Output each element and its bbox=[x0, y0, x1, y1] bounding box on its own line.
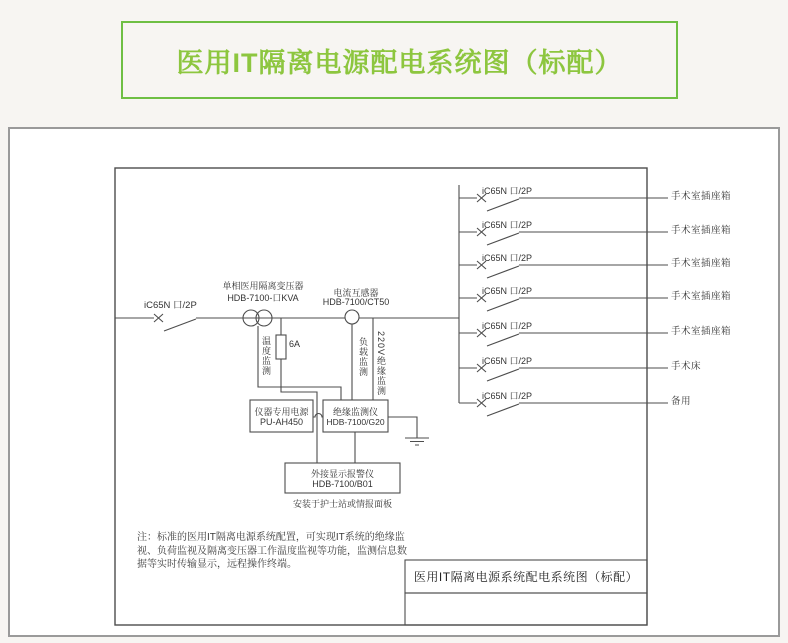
insulation-monitor-model: HDB-7100/G20 bbox=[326, 417, 385, 427]
insulation-monitor-label: 220V绝缘监测 bbox=[376, 331, 386, 397]
wire-hop bbox=[313, 414, 323, 418]
branch-load-label: 手术室插座箱 bbox=[671, 291, 732, 302]
branch-load-label: 手术室插座箱 bbox=[671, 258, 732, 269]
branch-load-label: 手术室插座箱 bbox=[671, 326, 732, 337]
branch-breaker-label: iC65N 口/2P bbox=[482, 186, 533, 196]
temperature-monitor-label: 温度监测 bbox=[261, 336, 271, 376]
alarm-display-name: 外接显示报警仪 bbox=[310, 469, 374, 479]
branch-breaker-label: iC65N 口/2P bbox=[482, 391, 533, 401]
transformer-model: HDB-7100-口KVA bbox=[227, 293, 299, 303]
current-transformer-model: HDB-7100/CT50 bbox=[322, 297, 390, 307]
transformer-name: 单相医用隔离变压器 bbox=[222, 281, 304, 291]
title-block-text: 医用IT隔离电源系统配电系统图（标配） bbox=[413, 570, 639, 584]
insulation-monitor-name: 绝缘监测仪 bbox=[332, 407, 378, 417]
note-text bbox=[137, 531, 407, 572]
alarm-display-model: HDB-7100/B01 bbox=[312, 479, 373, 489]
note-line: 据等实时传输显示，远程操作终端。 bbox=[137, 559, 297, 570]
main-breaker-label: iC65N 口/2P bbox=[144, 300, 197, 311]
branch-load-label: 手术室插座箱 bbox=[671, 191, 732, 202]
branch-load-label: 备用 bbox=[671, 396, 692, 407]
power-supply-model: PU-AH450 bbox=[259, 417, 304, 427]
alarm-caption: 安装于护士站或情报面板 bbox=[292, 499, 392, 509]
branch-breaker-label: iC65N 口/2P bbox=[482, 220, 533, 230]
branch-breaker-label: iC65N 口/2P bbox=[482, 286, 533, 296]
load-monitor-label: 负载监测 bbox=[358, 337, 368, 377]
branch-breaker-label: iC65N 口/2P bbox=[482, 253, 533, 263]
ground-symbol bbox=[388, 417, 429, 445]
current-transformer-name: 电流互感器 bbox=[333, 288, 379, 298]
fuse-rating-label: 6A bbox=[289, 339, 301, 349]
branch-breaker-label: iC65N 口/2P bbox=[482, 321, 533, 331]
note-line: 注：标准的医用IT隔离电源系统配置，可实现IT系统的绝缘监 bbox=[137, 532, 405, 543]
power-supply-name: 仪器专用电源 bbox=[254, 407, 309, 417]
branch-load-label: 手术床 bbox=[671, 361, 702, 372]
current-transformer-symbol bbox=[345, 310, 359, 324]
title-block-row2 bbox=[405, 593, 647, 625]
main-breaker-symbol bbox=[115, 314, 459, 331]
page-title: 医用IT隔离电源配电系统图（标配） bbox=[176, 47, 623, 78]
branch-load-label: 手术室插座箱 bbox=[671, 225, 732, 236]
note-line: 视、负荷监视及隔离变压器工作温度监视等功能，监测信息数 bbox=[137, 545, 407, 557]
branch-breaker-label: iC65N 口/2P bbox=[482, 356, 533, 366]
